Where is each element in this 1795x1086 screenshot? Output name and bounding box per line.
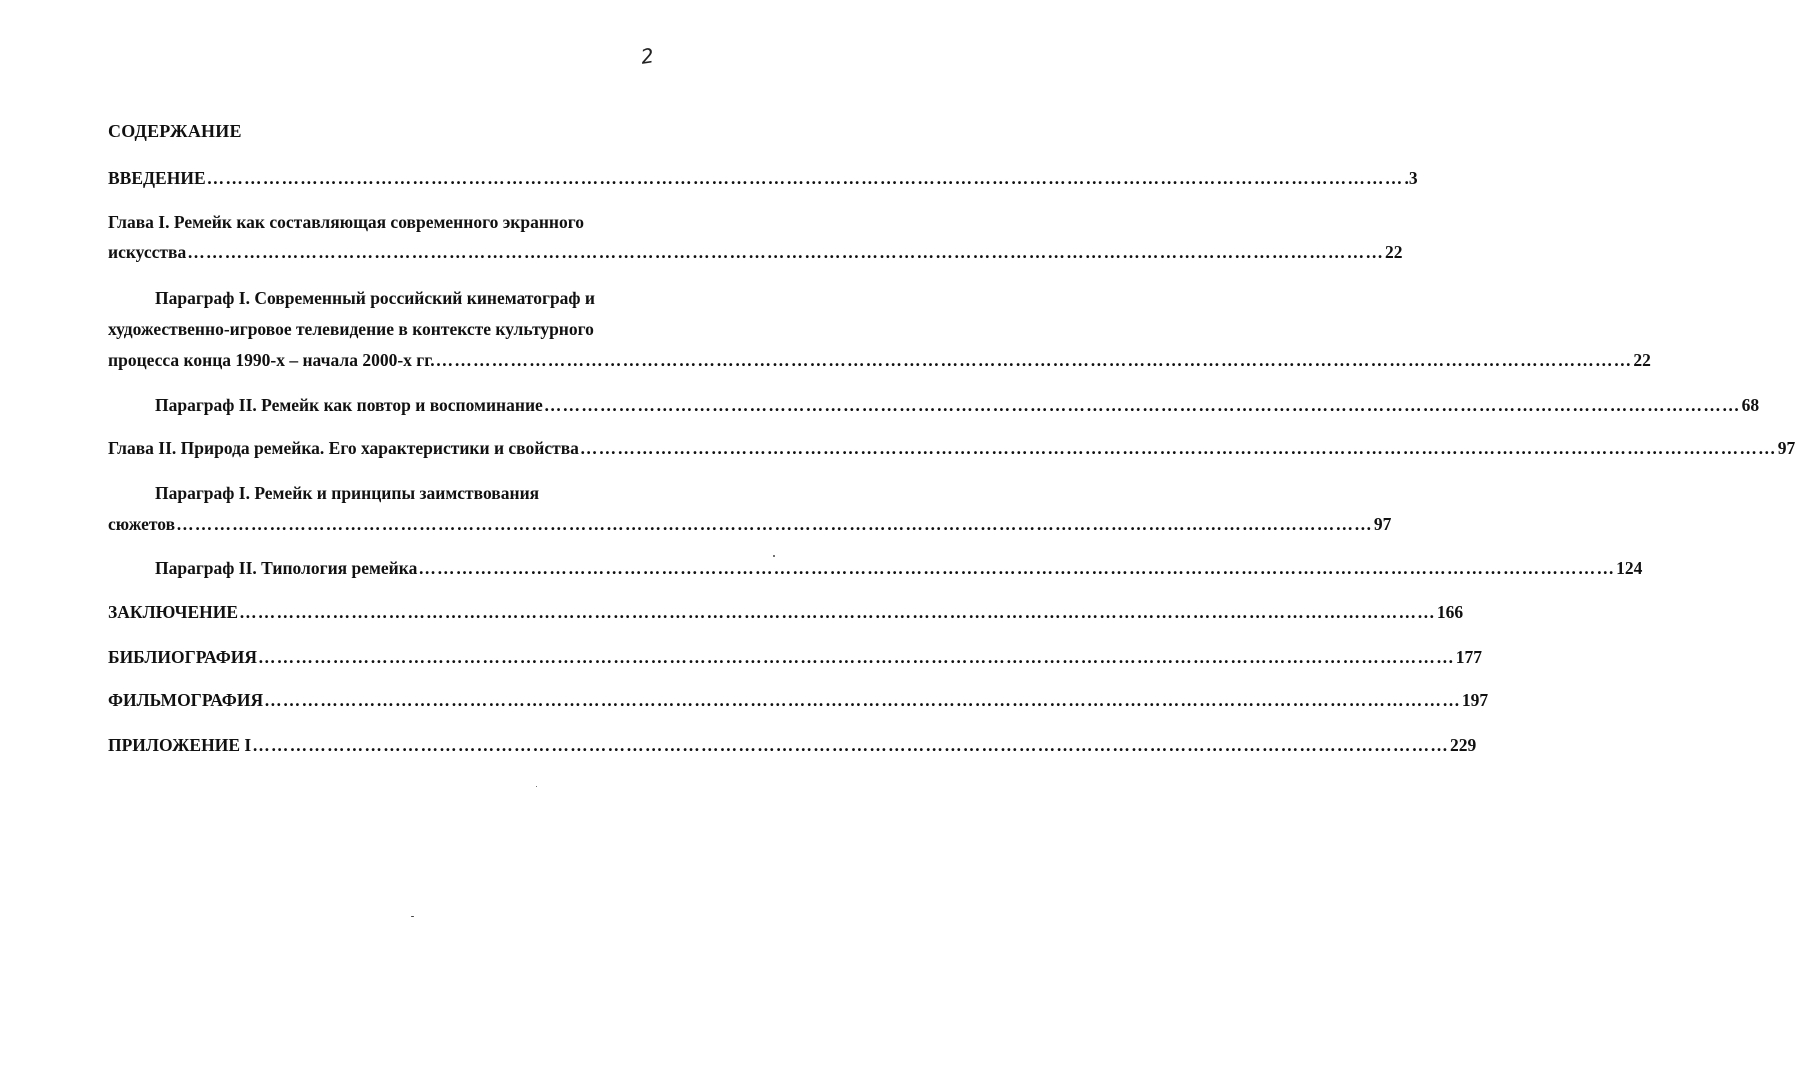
toc-entry-page: .3 [1404, 168, 1418, 188]
toc-entry-label: ЗАКЛЮЧЕНИЕ [108, 602, 239, 622]
toc-entry-page: 68 [1741, 395, 1760, 415]
toc-entry-page: 197 [1461, 690, 1489, 710]
dot-leader: ………………………………………………………………………………………………………………………………………………………………………… [206, 168, 1404, 188]
toc-entry-ch1[interactable] [108, 241, 1403, 263]
toc-entry-ch1-p2[interactable] [155, 394, 1760, 416]
toc-entry-page: 229 [1450, 735, 1477, 755]
toc-entry-ch1-p1-line1: Параграф I. Современный российский кинематограф и [155, 288, 595, 308]
toc-entry-bibliography[interactable] [108, 646, 1483, 668]
toc-entry-page: 22 [1633, 350, 1651, 370]
toc-entry-label: Параграф II. Ремейк как повтор и воспоминание [155, 395, 543, 415]
dot-leader: ………………………………………………………………………………………………………………………………………………………………………… [239, 602, 1436, 622]
dot-leader: ………………………………………………………………………………………………………………………………………………………………………… [543, 395, 1741, 415]
dot-leader: ………………………………………………………………………………………………………………………………………………………………………… [264, 690, 1461, 710]
toc-entry-page: 166 [1436, 602, 1464, 622]
toc-title: СОДЕРЖАНИЕ [108, 121, 242, 141]
toc-entry-appendix[interactable] [108, 734, 1477, 756]
toc-entry-label: ВВЕДЕНИЕ [108, 168, 206, 188]
dot-leader: ………………………………………………………………………………………………………………………………………………………………………… [418, 558, 1616, 578]
toc-entry-conclusion[interactable] [108, 601, 1464, 623]
scan-speck [536, 786, 537, 787]
dot-leader: ………………………………………………………………………………………………………………………………………………………………………… [176, 514, 1373, 534]
toc-entry-label: процесса конца 1990-х – начала 2000-х гг. [108, 350, 435, 370]
toc-entry-label: искусства [108, 242, 187, 262]
toc-entry-ch2-p2[interactable] [155, 557, 1643, 579]
toc-entry-page: 124 [1616, 558, 1643, 578]
toc-entry-page: 177 [1455, 647, 1483, 667]
toc-entry-ch2-p1[interactable] [108, 513, 1392, 535]
scan-speck [411, 916, 414, 917]
dot-leader: ………………………………………………………………………………………………………………………………………………………………………… [252, 735, 1449, 755]
toc-entry-label: БИБЛИОГРАФИЯ [108, 647, 257, 667]
dot-leader: ………………………………………………………………………………………………………………………………………………………………………… [257, 647, 1455, 667]
dot-leader: ………………………………………………………………………………………………………………………………………………………………………… [435, 350, 1633, 370]
toc-entry-label: ФИЛЬМОГРАФИЯ [108, 690, 264, 710]
toc-entry-page: 97 [1777, 438, 1795, 458]
toc-entry-label: ПРИЛОЖЕНИЕ I [108, 735, 252, 755]
handwritten-page-number: 2 [639, 43, 656, 69]
toc-entry-page: 97 [1373, 514, 1392, 534]
toc-entry-ch2[interactable] [108, 437, 1795, 459]
toc-entry-ch1-p1[interactable] [108, 349, 1651, 371]
toc-entry-label: Параграф II. Типология ремейка [155, 558, 418, 578]
toc-entry-ch2-p1-line1: Параграф I. Ремейк и принципы заимствования [155, 483, 540, 503]
toc-entry-page: 22 [1385, 242, 1403, 262]
toc-entry-label: сюжетов [108, 514, 176, 534]
scan-speck [773, 555, 775, 557]
dot-leader: ………………………………………………………………………………………………………………………………………………………………………… [187, 242, 1385, 262]
toc-entry-filmography[interactable] [108, 689, 1489, 711]
dot-leader: ………………………………………………………………………………………………………………………………………………………………………… [579, 438, 1777, 458]
toc-entry-intro[interactable] [108, 167, 1418, 189]
toc-entry-ch1-p1-line2: художественно-игровое телевидение в контексте культурного [108, 319, 594, 339]
toc-entry-label: Глава II. Природа ремейка. Его характеристики и свойства [108, 438, 579, 458]
toc-entry-ch1-line1: Глава I. Ремейк как составляющая современного экранного [108, 212, 585, 232]
